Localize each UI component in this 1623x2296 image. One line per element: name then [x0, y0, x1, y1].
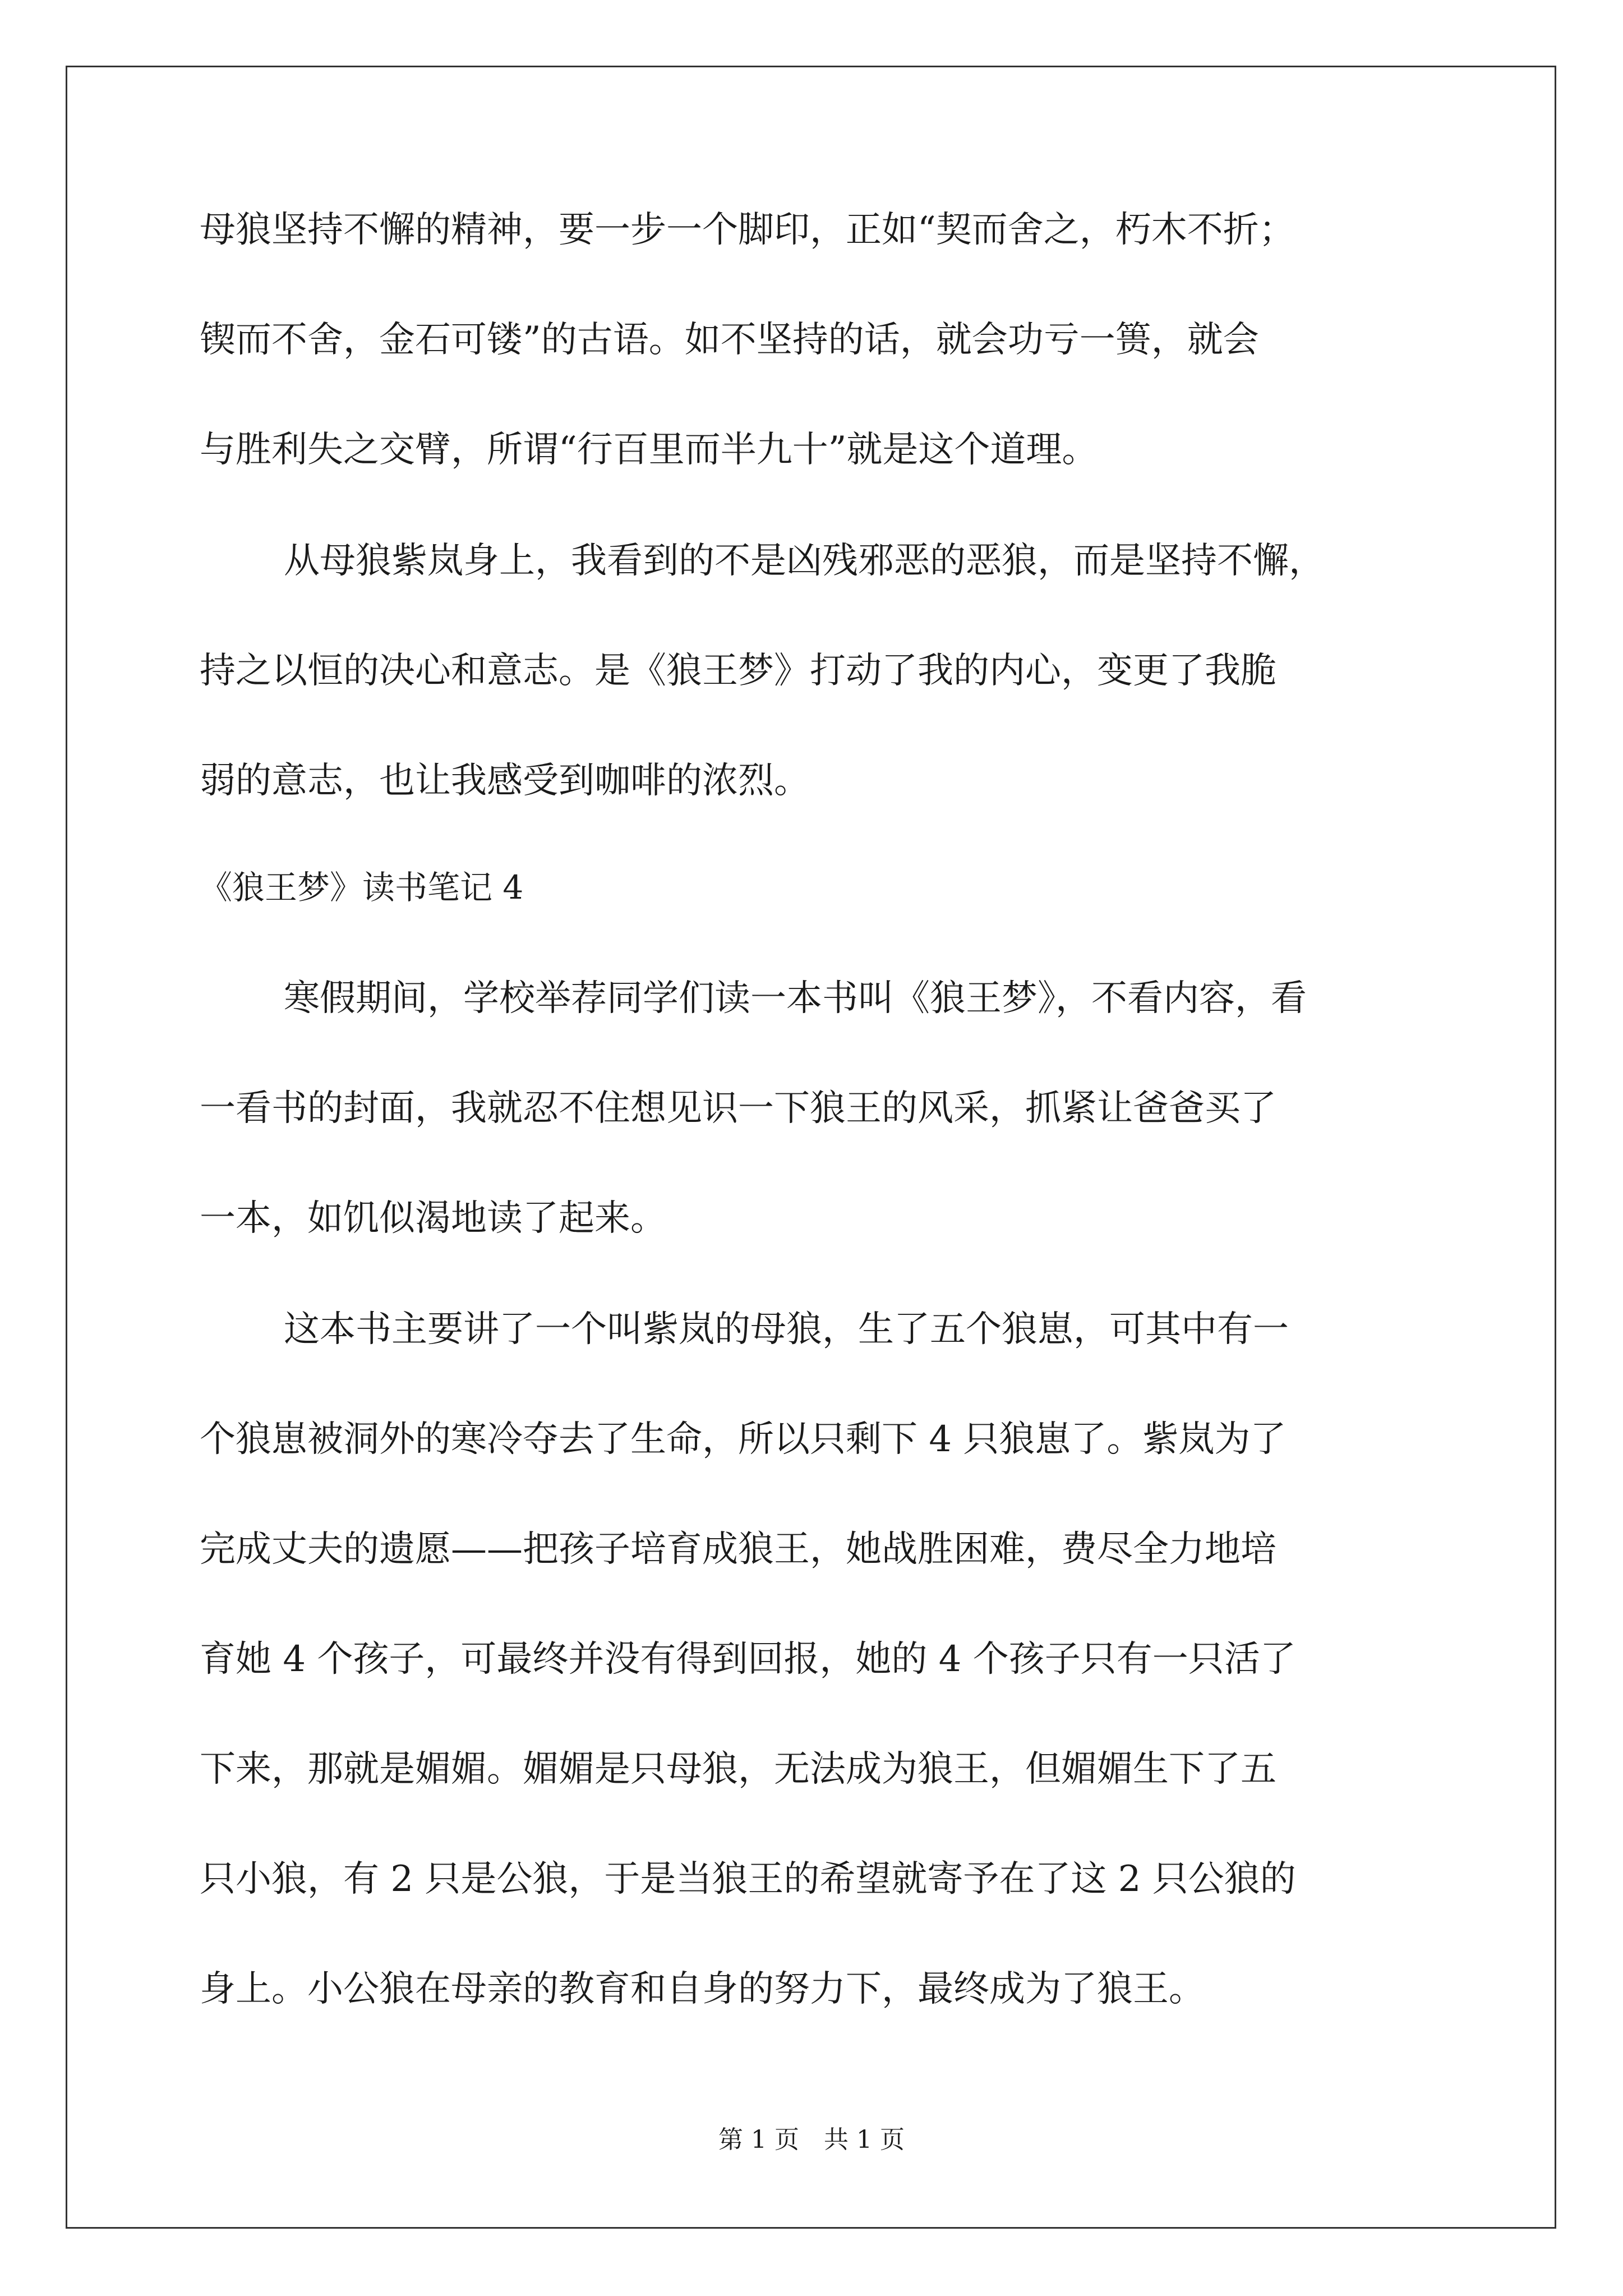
page-footer: 第 1 页 共 1 页 [718, 2125, 905, 2154]
paragraph-line: 一本，如饥似渴地读了起来。 [200, 1198, 666, 1239]
paragraph-line: 这本书主要讲了一个叫紫岚的母狼，生了五个狼崽，可其中有一 [284, 1309, 1289, 1350]
paragraph-line: 身上。小公狼在母亲的教育和自身的努力下，最终成为了狼王。 [200, 1968, 1205, 2010]
paragraph-line: 完成丈夫的遗愿——把孩子培育成狼王，她战胜困难，费尽全力地培 [200, 1529, 1276, 1570]
paragraph-line: 与胜利失之交臂，所谓“行百里而半九十”就是这个道理。 [200, 429, 1098, 471]
paragraph-line: 母狼坚持不懈的精神，要一步一个脚印，正如“契而舍之，朽木不折； [200, 209, 1295, 251]
paragraph-line: 寒假期间，学校举荐同学们读一本书叫《狼王梦》，不看内容，看 [284, 978, 1307, 1019]
paragraph-line: 从母狼紫岚身上，我看到的不是凶残邪恶的恶狼，而是坚持不懈， [284, 540, 1325, 582]
paragraph-line: 持之以恒的决心和意志。是《狼王梦》打动了我的内心，变更了我脆 [200, 650, 1276, 692]
paragraph-line: 弱的意志，也让我感受到咖啡的浓烈。 [200, 760, 810, 802]
paragraph-line: 下来，那就是媚媚。媚媚是只母狼，无法成为狼王，但媚媚生下了五 [200, 1749, 1276, 1790]
paragraph-line: 锲而不舍，金石可镂”的古语。如不坚持的话，就会功亏一篑，就会 [200, 319, 1259, 361]
section-heading: 《狼王梦》读书笔记 4 [200, 868, 524, 907]
paragraph-line: 只小狼，有 2 只是公狼，于是当狼王的希望就寄予在了这 2 只公狼的 [200, 1858, 1296, 1900]
paragraph-line: 个狼崽被洞外的寒冷夺去了生命，所以只剩下 4 只狼崽了。紫岚为了 [200, 1419, 1287, 1460]
paragraph-line: 一看书的封面，我就忍不住想见识一下狼王的风采，抓紧让爸爸买了 [200, 1088, 1276, 1129]
paragraph-line: 育她 4 个孩子，可最终并没有得到回报，她的 4 个孩子只有一只活了 [200, 1639, 1296, 1680]
